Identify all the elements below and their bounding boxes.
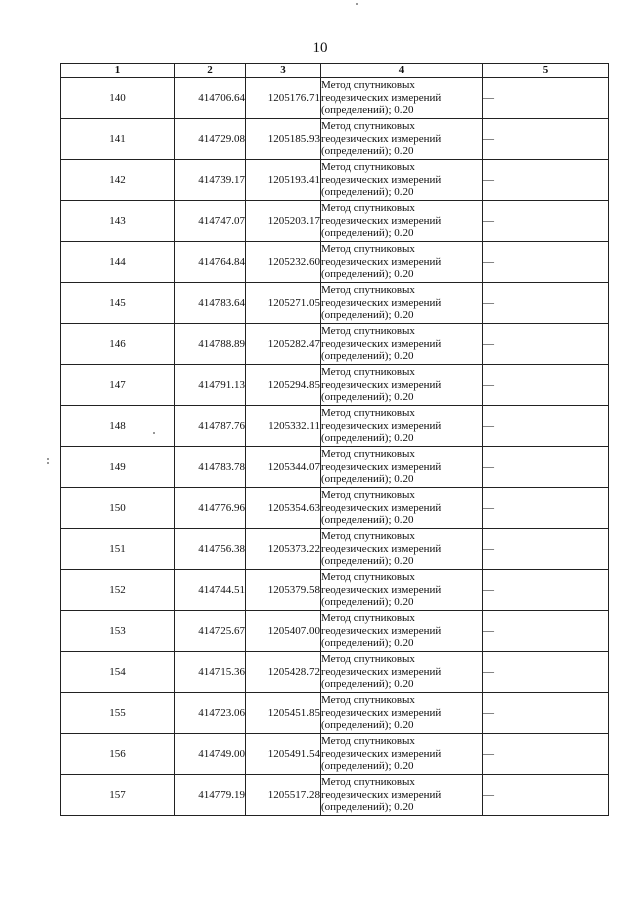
method-line: (определений); 0.20 — [321, 432, 414, 445]
method-line: Метод спутниковых — [321, 448, 415, 461]
method-line: (определений); 0.20 — [321, 473, 414, 486]
table-row — [61, 242, 609, 283]
method-line: Метод спутниковых — [321, 530, 415, 543]
method-line: Метод спутниковых — [321, 571, 415, 584]
table-row — [61, 78, 609, 119]
method-cell — [321, 365, 483, 406]
table-row — [61, 734, 609, 775]
method-line: Метод спутниковых — [321, 366, 415, 379]
method-cell — [321, 324, 483, 365]
method-line: Метод спутниковых — [321, 612, 415, 625]
method-line: (определений); 0.20 — [321, 719, 414, 732]
coordinate-y: 1205428.72 — [246, 652, 321, 693]
method-line: Метод спутниковых — [321, 735, 415, 748]
point-number: 156 — [61, 734, 175, 775]
note-cell: — — [483, 734, 609, 775]
point-number: 153 — [61, 611, 175, 652]
method-line: геодезических измерений — [321, 296, 442, 309]
table-row — [61, 488, 609, 529]
coordinate-x: 414739.17 — [175, 160, 246, 201]
method-line: Метод спутниковых — [321, 489, 415, 502]
coordinate-x: 414744.51 — [175, 570, 246, 611]
method-line: (определений); 0.20 — [321, 801, 414, 814]
coordinate-x: 414715.36 — [175, 652, 246, 693]
note-cell: — — [483, 365, 609, 406]
table-row — [61, 570, 609, 611]
coordinate-y: 1205344.07 — [246, 447, 321, 488]
coordinate-y: 1205491.54 — [246, 734, 321, 775]
table-row — [61, 529, 609, 570]
method-line: Метод спутниковых — [321, 325, 415, 338]
table-row — [61, 447, 609, 488]
coordinate-x: 414779.19 — [175, 775, 246, 816]
coordinate-x: 414791.13 — [175, 365, 246, 406]
coordinate-x: 414756.38 — [175, 529, 246, 570]
method-line: (определений); 0.20 — [321, 309, 414, 322]
method-line: Метод спутниковых — [321, 653, 415, 666]
method-line: геодезических измерений — [321, 255, 442, 268]
method-cell — [321, 242, 483, 283]
coordinate-y: 1205282.47 — [246, 324, 321, 365]
point-number: 149 — [61, 447, 175, 488]
method-line: геодезических измерений — [321, 706, 442, 719]
point-number: 147 — [61, 365, 175, 406]
note-cell: — — [483, 652, 609, 693]
method-line: (определений); 0.20 — [321, 350, 414, 363]
note-cell: — — [483, 570, 609, 611]
table-row — [61, 324, 609, 365]
point-number: 152 — [61, 570, 175, 611]
note-cell: — — [483, 611, 609, 652]
coordinate-y: 1205176.71 — [246, 78, 321, 119]
coordinate-y: 1205332.11 — [246, 406, 321, 447]
table-row — [61, 775, 609, 816]
scan-speck — [47, 462, 49, 464]
method-line: геодезических измерений — [321, 132, 442, 145]
method-line: геодезических измерений — [321, 583, 442, 596]
point-number: 144 — [61, 242, 175, 283]
coordinates-table — [60, 63, 609, 816]
method-line: Метод спутниковых — [321, 694, 415, 707]
coordinate-x: 414747.07 — [175, 201, 246, 242]
column-header-3: 3 — [246, 64, 321, 78]
point-number: 151 — [61, 529, 175, 570]
coordinate-x: 414787.76 — [175, 406, 246, 447]
method-line: геодезических измерений — [321, 173, 442, 186]
method-cell — [321, 201, 483, 242]
scan-speck — [153, 432, 155, 434]
coordinate-x: 414723.06 — [175, 693, 246, 734]
point-number: 155 — [61, 693, 175, 734]
method-line: геодезических измерений — [321, 624, 442, 637]
column-header-5: 5 — [483, 64, 609, 78]
coordinate-x: 414706.64 — [175, 78, 246, 119]
scan-speck — [47, 458, 49, 460]
method-cell — [321, 160, 483, 201]
note-cell: — — [483, 406, 609, 447]
note-cell: — — [483, 78, 609, 119]
coordinate-y: 1205294.85 — [246, 365, 321, 406]
method-line: (определений); 0.20 — [321, 678, 414, 691]
coordinate-y: 1205203.17 — [246, 201, 321, 242]
method-line: Метод спутниковых — [321, 202, 415, 215]
table-row — [61, 160, 609, 201]
coordinate-x: 414788.89 — [175, 324, 246, 365]
coordinate-y: 1205379.58 — [246, 570, 321, 611]
coordinate-x: 414725.67 — [175, 611, 246, 652]
column-header-1: 1 — [61, 64, 175, 78]
table-row — [61, 611, 609, 652]
column-header-4: 4 — [321, 64, 483, 78]
point-number: 143 — [61, 201, 175, 242]
method-line: (определений); 0.20 — [321, 637, 414, 650]
method-cell — [321, 78, 483, 119]
method-line: (определений); 0.20 — [321, 227, 414, 240]
method-cell — [321, 611, 483, 652]
method-line: Метод спутниковых — [321, 243, 415, 256]
method-line: геодезических измерений — [321, 378, 442, 391]
coordinate-y: 1205185.93 — [246, 119, 321, 160]
table-row — [61, 283, 609, 324]
method-line: Метод спутниковых — [321, 161, 415, 174]
point-number: 146 — [61, 324, 175, 365]
coordinate-y: 1205232.60 — [246, 242, 321, 283]
method-line: (определений); 0.20 — [321, 760, 414, 773]
coordinate-y: 1205407.00 — [246, 611, 321, 652]
method-cell — [321, 119, 483, 160]
note-cell: — — [483, 693, 609, 734]
method-line: (определений); 0.20 — [321, 391, 414, 404]
method-cell — [321, 734, 483, 775]
method-line: (определений); 0.20 — [321, 555, 414, 568]
method-cell — [321, 570, 483, 611]
coordinate-y: 1205354.63 — [246, 488, 321, 529]
coordinate-y: 1205193.41 — [246, 160, 321, 201]
method-line: геодезических измерений — [321, 419, 442, 432]
coordinate-y: 1205517.28 — [246, 775, 321, 816]
method-cell — [321, 693, 483, 734]
table-row — [61, 652, 609, 693]
note-cell: — — [483, 119, 609, 160]
method-line: (определений); 0.20 — [321, 186, 414, 199]
point-number: 157 — [61, 775, 175, 816]
note-cell: — — [483, 324, 609, 365]
note-cell: — — [483, 447, 609, 488]
method-line: геодезических измерений — [321, 91, 442, 104]
note-cell: — — [483, 160, 609, 201]
method-line: (определений); 0.20 — [321, 145, 414, 158]
coordinate-x: 414783.64 — [175, 283, 246, 324]
method-line: (определений); 0.20 — [321, 104, 414, 117]
method-cell — [321, 283, 483, 324]
point-number: 148 — [61, 406, 175, 447]
point-number: 142 — [61, 160, 175, 201]
method-line: (определений); 0.20 — [321, 268, 414, 281]
method-line: геодезических измерений — [321, 542, 442, 555]
note-cell: — — [483, 242, 609, 283]
method-line: (определений); 0.20 — [321, 596, 414, 609]
table-row — [61, 201, 609, 242]
table-body — [61, 78, 609, 816]
method-line: геодезических измерений — [321, 501, 442, 514]
table-row — [61, 119, 609, 160]
point-number: 154 — [61, 652, 175, 693]
method-line: геодезических измерений — [321, 337, 442, 350]
coordinate-x: 414764.84 — [175, 242, 246, 283]
point-number: 145 — [61, 283, 175, 324]
scan-speck — [356, 3, 358, 5]
coordinate-x: 414729.08 — [175, 119, 246, 160]
note-cell: — — [483, 775, 609, 816]
coordinate-x: 414776.96 — [175, 488, 246, 529]
note-cell: — — [483, 488, 609, 529]
method-line: Метод спутниковых — [321, 776, 415, 789]
method-line: Метод спутниковых — [321, 284, 415, 297]
coordinate-x: 414749.00 — [175, 734, 246, 775]
page-number: 10 — [312, 40, 328, 56]
method-line: геодезических измерений — [321, 460, 442, 473]
method-line: Метод спутниковых — [321, 407, 415, 420]
method-line: геодезических измерений — [321, 665, 442, 678]
coordinate-x: 414783.78 — [175, 447, 246, 488]
coordinate-y: 1205271.05 — [246, 283, 321, 324]
method-cell — [321, 529, 483, 570]
coordinate-y: 1205373.22 — [246, 529, 321, 570]
method-cell — [321, 775, 483, 816]
method-line: Метод спутниковых — [321, 120, 415, 133]
note-cell: — — [483, 529, 609, 570]
note-cell: — — [483, 201, 609, 242]
table-row — [61, 406, 609, 447]
table-header-row — [61, 64, 609, 78]
method-line: геодезических измерений — [321, 214, 442, 227]
method-line: геодезических измерений — [321, 788, 442, 801]
method-line: (определений); 0.20 — [321, 514, 414, 527]
method-cell — [321, 447, 483, 488]
note-cell: — — [483, 283, 609, 324]
point-number: 140 — [61, 78, 175, 119]
point-number: 141 — [61, 119, 175, 160]
method-cell — [321, 488, 483, 529]
point-number: 150 — [61, 488, 175, 529]
table-row — [61, 365, 609, 406]
column-header-2: 2 — [175, 64, 246, 78]
table-row — [61, 693, 609, 734]
method-line: Метод спутниковых — [321, 79, 415, 92]
method-line: геодезических измерений — [321, 747, 442, 760]
method-cell — [321, 406, 483, 447]
coordinate-y: 1205451.85 — [246, 693, 321, 734]
method-cell — [321, 652, 483, 693]
